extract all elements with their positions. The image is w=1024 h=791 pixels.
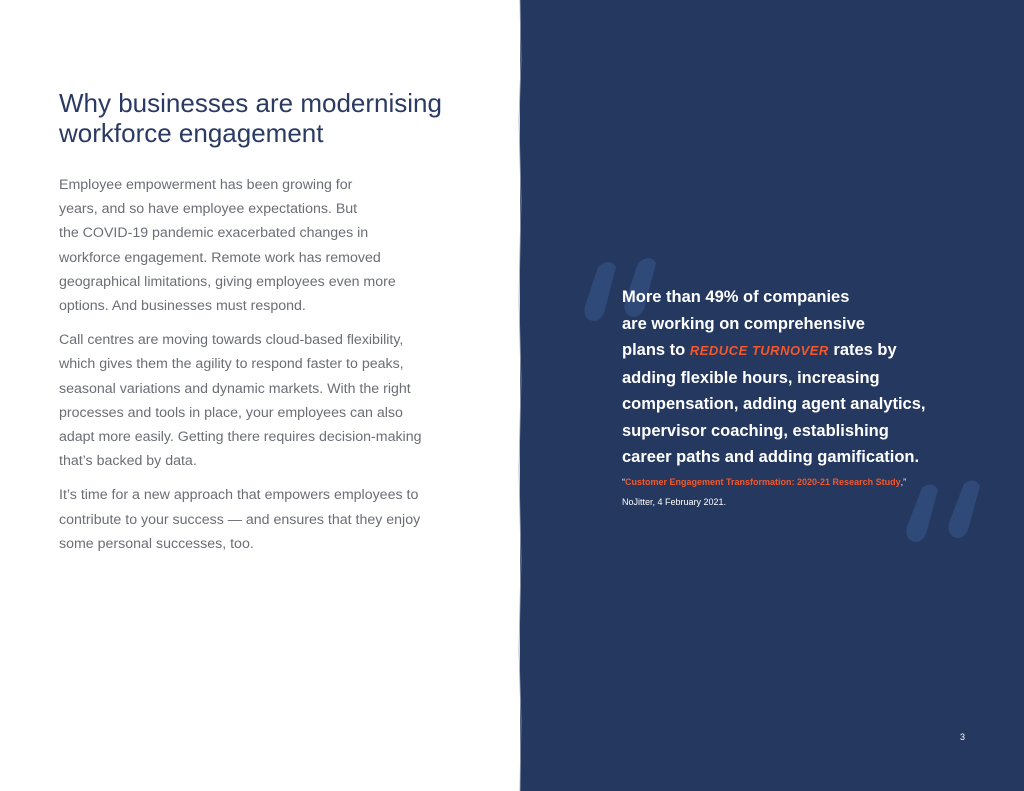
text-line: processes and tools in place, your employees can also <box>59 404 403 421</box>
page-title-line-2: workforce engagement <box>59 118 324 148</box>
text-line: geographical limitations, giving employees even more <box>59 273 396 290</box>
text-line: options. And businesses must respond. <box>59 298 306 315</box>
text-line: Employee empowerment has been growing for <box>59 177 353 193</box>
pull-quote-line: supervisor coaching, establishing <box>622 421 889 440</box>
text-line: which gives them the agility to respond faster to peaks, <box>59 356 404 373</box>
paragraph-1 <box>59 173 489 318</box>
quote-source <box>622 472 1002 512</box>
source-open-quote: “ <box>622 477 625 487</box>
pull-quote-line: career paths and adding gamification. <box>622 448 920 466</box>
pull-quote-line <box>622 337 1002 365</box>
page-number: 3 <box>960 732 966 742</box>
text-line: workforce engagement. Remote work has removed <box>59 249 381 266</box>
pull-quote-line: More than 49% of companies <box>622 288 850 306</box>
text-line: the COVID-19 pandemic exacerbated changes in <box>59 225 369 242</box>
paragraph-3 <box>59 483 489 556</box>
pull-quote-text: rates by <box>828 341 897 359</box>
highlight-reduce-turnover: REDUCE TURNOVER <box>689 343 829 358</box>
text-line: It’s time for a new approach that empowers employees to <box>59 487 419 504</box>
text-line: that’s backed by data. <box>59 453 197 470</box>
text-line: contribute to your success — and ensures that they enjoy <box>59 511 421 528</box>
text-line: adapt more easily. Getting there requires decision-making <box>59 429 422 446</box>
quote-panel <box>520 0 1024 791</box>
source-citation <box>622 472 1002 492</box>
body-copy <box>59 173 489 566</box>
brush-edge-divider <box>514 0 528 791</box>
paragraph-2 <box>59 328 489 473</box>
text-line: years, and so have employee expectations. But <box>59 201 358 218</box>
source-close-quote: ,” <box>900 477 907 487</box>
pull-quote-text: plans to <box>622 341 690 359</box>
page-title-line-1: Why businesses are modernising <box>59 88 442 118</box>
pull-quote <box>622 284 1002 471</box>
text-line: seasonal variations and dynamic markets. With the right <box>59 380 411 397</box>
pull-quote-line: are working on comprehensive <box>622 314 865 333</box>
source-publisher: NoJitter, 4 February 2021. <box>622 497 727 507</box>
page-title <box>59 88 499 148</box>
text-line: Call centres are moving towards cloud-based flexibility, <box>59 332 404 349</box>
pull-quote-line: adding flexible hours, increasing <box>622 368 880 387</box>
pull-quote-line: compensation, adding agent analytics, <box>622 395 926 413</box>
text-line: some personal successes, too. <box>59 535 254 552</box>
source-title-link[interactable]: Customer Engagement Transformation: 2020-21 Research Study <box>625 477 901 487</box>
